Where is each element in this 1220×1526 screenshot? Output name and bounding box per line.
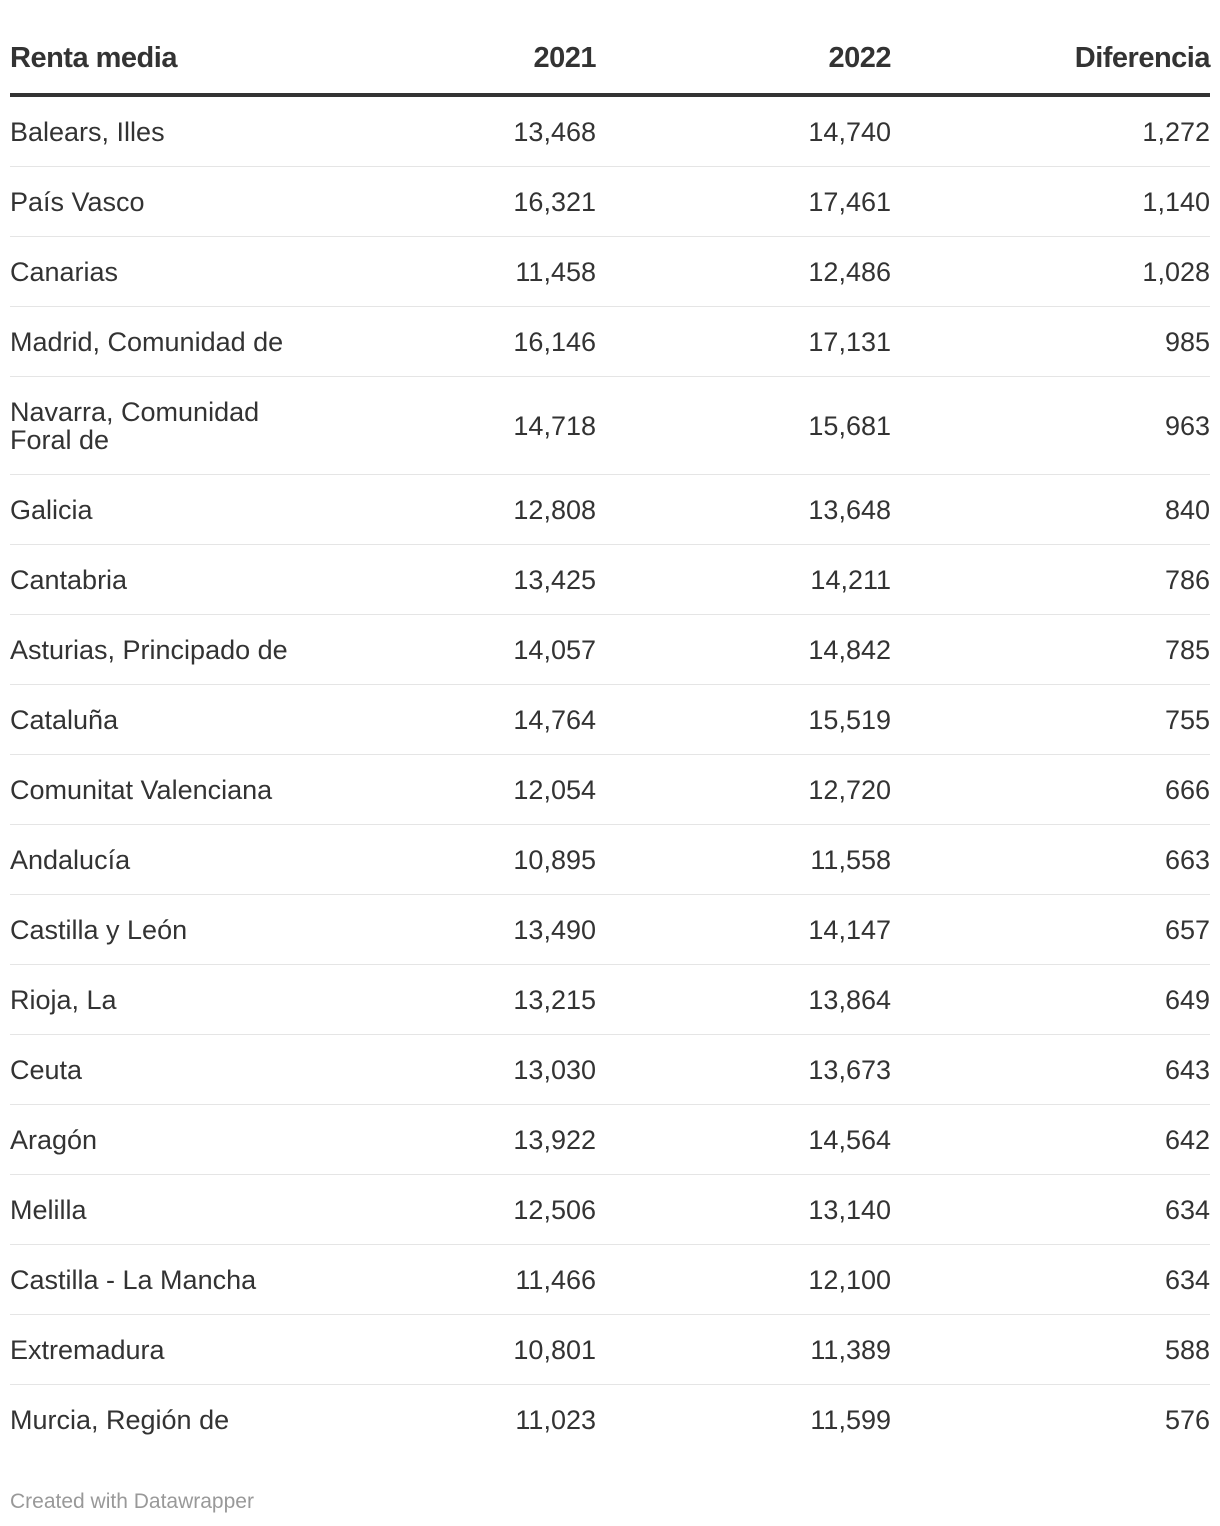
cell-region xyxy=(10,636,340,664)
cell-2021: 13,215 xyxy=(513,984,596,1015)
cell-diferencia: 642 xyxy=(1164,1124,1210,1155)
cell-2022: 17,131 xyxy=(808,326,891,357)
cell-2021: 13,490 xyxy=(513,914,596,945)
cell-2022: 15,681 xyxy=(808,410,891,441)
region-label: Castilla - La Mancha xyxy=(10,1264,257,1295)
datawrapper-credit: Created with Datawrapper xyxy=(10,1490,254,1513)
table-row xyxy=(10,237,1210,307)
cell-region xyxy=(10,1406,340,1434)
cell-diferencia: 785 xyxy=(1164,634,1210,665)
cell-2021: 14,057 xyxy=(513,634,596,665)
cell-diferencia: 1,028 xyxy=(1142,256,1210,287)
cell-2022: 17,461 xyxy=(808,186,891,217)
column-header-renta-media[interactable]: Renta media xyxy=(10,41,177,74)
column-header-2022[interactable]: 2022 xyxy=(828,41,891,74)
cell-diferencia: 786 xyxy=(1164,564,1210,595)
cell-2021: 11,023 xyxy=(515,1405,596,1435)
cell-diferencia: 588 xyxy=(1164,1334,1210,1365)
cell-2021: 14,764 xyxy=(513,704,596,735)
region-label: País Vasco xyxy=(10,186,145,217)
region-label: Rioja, La xyxy=(10,984,117,1015)
region-label: Balears, Illes xyxy=(10,116,165,147)
cell-diferencia: 643 xyxy=(1164,1054,1210,1085)
table-row xyxy=(10,1035,1210,1105)
table-row xyxy=(10,307,1210,377)
cell-region xyxy=(10,328,340,356)
cell-region xyxy=(10,1196,340,1224)
table-row xyxy=(10,1105,1210,1175)
cell-region xyxy=(10,398,340,454)
cell-region xyxy=(10,1056,340,1084)
cell-diferencia: 666 xyxy=(1164,774,1210,805)
table-header-row xyxy=(10,22,1210,97)
region-label: Canarias xyxy=(10,256,119,287)
cell-2021: 12,506 xyxy=(513,1194,596,1225)
cell-diferencia: 1,140 xyxy=(1142,186,1210,217)
region-label: Melilla xyxy=(10,1194,87,1225)
cell-2021: 13,468 xyxy=(513,116,596,147)
cell-2022: 13,140 xyxy=(808,1194,891,1225)
table-row xyxy=(10,1385,1210,1455)
cell-2021: 12,808 xyxy=(513,494,596,525)
cell-2022: 12,720 xyxy=(808,774,891,805)
cell-region xyxy=(10,258,340,286)
cell-diferencia: 963 xyxy=(1164,410,1210,441)
table-row xyxy=(10,377,1210,475)
table-row xyxy=(10,1175,1210,1245)
cell-2021: 16,321 xyxy=(513,186,596,217)
region-label: Ceuta xyxy=(10,1054,83,1085)
cell-diferencia: 985 xyxy=(1164,326,1210,357)
cell-2021: 10,801 xyxy=(513,1334,596,1365)
cell-region xyxy=(10,706,340,734)
region-label: Comunitat Valenciana xyxy=(10,774,273,805)
cell-2022: 12,486 xyxy=(808,256,891,287)
table-row xyxy=(10,1315,1210,1385)
cell-2021: 16,146 xyxy=(513,326,596,357)
table-row xyxy=(10,895,1210,965)
cell-2021: 13,922 xyxy=(513,1124,596,1155)
cell-diferencia: 576 xyxy=(1164,1405,1210,1435)
table-row xyxy=(10,685,1210,755)
cell-region xyxy=(10,118,340,146)
cell-region xyxy=(10,776,340,804)
cell-2022: 11,558 xyxy=(810,844,891,875)
cell-2021: 12,054 xyxy=(513,774,596,805)
cell-2022: 14,740 xyxy=(808,116,891,147)
cell-diferencia: 649 xyxy=(1164,984,1210,1015)
cell-region xyxy=(10,1266,340,1294)
region-label: Aragón xyxy=(10,1124,98,1155)
cell-2022: 12,100 xyxy=(808,1264,891,1295)
column-header-diferencia[interactable]: Diferencia xyxy=(1074,41,1210,74)
cell-2021: 11,466 xyxy=(515,1264,596,1295)
cell-2022: 15,519 xyxy=(808,704,891,735)
cell-2022: 13,673 xyxy=(808,1054,891,1085)
cell-region xyxy=(10,566,340,594)
cell-2022: 11,599 xyxy=(810,1405,891,1435)
region-label: Castilla y León xyxy=(10,914,188,945)
table-row xyxy=(10,97,1210,167)
cell-region xyxy=(10,496,340,524)
region-label: Madrid, Comunidad de xyxy=(10,326,284,357)
cell-diferencia: 634 xyxy=(1164,1264,1210,1295)
cell-2021: 11,458 xyxy=(515,256,596,287)
cell-region xyxy=(10,916,340,944)
cell-2022: 13,648 xyxy=(808,494,891,525)
cell-2021: 13,030 xyxy=(513,1054,596,1085)
region-label: Extremadura xyxy=(10,1334,165,1365)
cell-2022: 14,564 xyxy=(808,1124,891,1155)
table-row xyxy=(10,825,1210,895)
cell-region xyxy=(10,986,340,1014)
region-label: Murcia, Región de xyxy=(10,1405,230,1435)
cell-2022: 13,864 xyxy=(808,984,891,1015)
cell-region xyxy=(10,1126,340,1154)
cell-region xyxy=(10,846,340,874)
cell-diferencia: 634 xyxy=(1164,1194,1210,1225)
table-row xyxy=(10,475,1210,545)
table-row xyxy=(10,167,1210,237)
cell-diferencia: 657 xyxy=(1164,914,1210,945)
region-label: Cataluña xyxy=(10,704,119,735)
table-row xyxy=(10,965,1210,1035)
cell-2022: 14,842 xyxy=(808,634,891,665)
table-row xyxy=(10,755,1210,825)
region-label: Galicia xyxy=(10,494,93,525)
cell-2021: 13,425 xyxy=(513,564,596,595)
region-label: Navarra, Comunidad Foral de xyxy=(10,396,260,455)
cell-diferencia: 663 xyxy=(1164,844,1210,875)
table-row xyxy=(10,545,1210,615)
table-row xyxy=(10,615,1210,685)
data-table xyxy=(10,22,1210,1455)
cell-2022: 11,389 xyxy=(810,1334,891,1365)
region-label: Asturias, Principado de xyxy=(10,634,288,665)
region-label: Cantabria xyxy=(10,564,128,595)
cell-2022: 14,147 xyxy=(808,914,891,945)
cell-2021: 14,718 xyxy=(513,410,596,441)
cell-region xyxy=(10,1336,340,1364)
cell-2022: 14,211 xyxy=(810,564,891,595)
cell-diferencia: 755 xyxy=(1164,704,1210,735)
cell-2021: 10,895 xyxy=(513,844,596,875)
column-header-2021[interactable]: 2021 xyxy=(533,41,596,74)
cell-region xyxy=(10,188,340,216)
table-body xyxy=(10,97,1210,1455)
region-label: Andalucía xyxy=(10,844,131,875)
table-row xyxy=(10,1245,1210,1315)
cell-diferencia: 1,272 xyxy=(1142,116,1210,147)
cell-diferencia: 840 xyxy=(1164,494,1210,525)
